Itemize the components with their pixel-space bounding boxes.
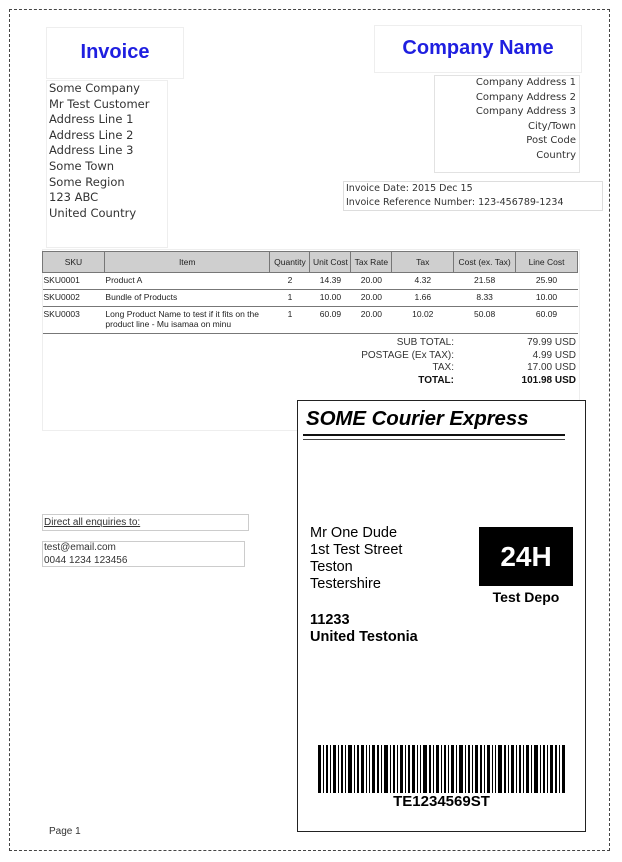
barcode [316, 745, 566, 793]
cell-cost-ex-tax: 21.58 [473, 275, 496, 285]
cell-unit-cost: 10.00 [319, 292, 342, 302]
recipient-line: Mr One Dude [310, 525, 398, 541]
company-address-line: Company Address 1 [475, 77, 576, 88]
invoice-date-value: 2015 Dec 15 [411, 183, 473, 194]
customer-address-line: Some Region [49, 174, 125, 189]
invoice-date [346, 182, 602, 196]
contact-phone: 0044 1234 123456 [44, 554, 128, 566]
cell-sku: SKU0003 [43, 309, 80, 319]
cell-item: Bundle of Products [105, 292, 178, 302]
header-sku: SKU [43, 252, 105, 273]
recipient-line: 1st Test Street [310, 542, 403, 558]
postage-label: POSTAGE (Ex TAX): [361, 349, 454, 361]
tax-label: TAX: [432, 362, 454, 373]
items-table [42, 251, 578, 334]
tracking-number: TE1234569ST [393, 793, 490, 810]
depot-name: Test Depo [492, 589, 560, 605]
courier-rule [303, 434, 565, 436]
cell-tax-rate: 20.00 [360, 309, 383, 319]
company-address-line: Company Address 2 [475, 91, 576, 103]
totals [300, 337, 578, 387]
cell-sku: SKU0002 [43, 292, 80, 302]
company-address-line: Post Code [526, 135, 576, 147]
postage-value: 4.99 USD [532, 349, 576, 361]
recipient-line: Testershire [310, 576, 381, 592]
tax-row [300, 362, 578, 375]
cell-tax: 1.66 [414, 292, 432, 302]
cell-tax: 10.02 [412, 309, 434, 319]
company-address-line: City/Town [527, 120, 576, 132]
total-row [300, 375, 578, 388]
cell-cost-ex-tax: 8.33 [476, 292, 493, 302]
courier-name: SOME Courier Express [306, 407, 529, 430]
customer-address-line: Mr Test Customer [49, 96, 150, 111]
header-cost-ex-tax: Cost (ex. Tax) [454, 252, 516, 273]
total-label: TOTAL: [418, 374, 454, 386]
page-number: Page 1 [49, 826, 81, 837]
service-badge: 24H [479, 527, 573, 586]
cell-cost-ex-tax: 50.08 [473, 309, 496, 319]
header-item: Item [104, 252, 270, 273]
cell-unit-cost: 60.09 [319, 309, 342, 319]
company-address-line: Company Address 3 [475, 106, 576, 118]
cell-tax-rate: 20.00 [360, 292, 383, 302]
customer-address-line: United Country [49, 205, 137, 220]
cell-quantity: 2 [287, 275, 293, 285]
recipient-address [310, 525, 402, 593]
table-row [43, 290, 578, 307]
customer-address-line: Address Line 1 [49, 112, 134, 127]
table-row [43, 273, 578, 290]
tax-value: 17.00 USD [527, 362, 576, 373]
invoice-reference [346, 196, 602, 210]
customer-address-line: Some Town [49, 158, 115, 173]
cell-quantity: 1 [287, 309, 293, 319]
cell-item: Product A [105, 275, 143, 285]
table-header-row [43, 252, 578, 273]
table-row [43, 307, 578, 334]
company-name: Company Name [374, 25, 582, 73]
subtotal-value: 79.99 USD [527, 337, 576, 348]
invoice-title: Invoice [46, 27, 184, 79]
invoice-date-label: Invoice Date: [346, 183, 409, 194]
total-value: 101.98 USD [521, 374, 576, 386]
header-quantity: Quantity [270, 252, 310, 273]
cell-item: Long Product Name to test if it fits on the product line - Mu isamaa on minu [105, 309, 259, 329]
recipient-country: United Testonia [310, 629, 418, 645]
enquiries-label: Direct all enquiries to: [42, 514, 249, 531]
cell-tax: 4.32 [414, 275, 432, 285]
customer-address-line: 123 ABC [49, 190, 99, 205]
header-tax: Tax [392, 252, 454, 273]
enquiries-contact [42, 541, 245, 567]
cell-tax-rate: 20.00 [360, 275, 383, 285]
cell-unit-cost: 14.39 [319, 275, 342, 285]
cell-quantity: 1 [287, 292, 293, 302]
cell-line-cost: 60.09 [535, 309, 558, 319]
subtotal-row [300, 337, 578, 350]
recipient-line: Teston [310, 559, 353, 575]
recipient-postcode-country [310, 612, 418, 646]
invoice-reference-value: 123-456789-1234 [478, 197, 564, 208]
subtotal-label: SUB TOTAL: [396, 337, 454, 348]
courier-rule-thin [303, 439, 565, 440]
customer-address-line: Some Company [49, 81, 140, 95]
shipping-label [297, 400, 586, 832]
cell-sku: SKU0001 [43, 275, 80, 285]
postage-row [300, 350, 578, 363]
header-unit-cost: Unit Cost [310, 252, 351, 273]
recipient-postcode: 11233 [310, 612, 350, 628]
company-address [434, 75, 580, 173]
header-tax-rate: Tax Rate [351, 252, 392, 273]
cell-line-cost: 25.90 [535, 275, 558, 285]
header-line-cost: Line Cost [516, 252, 578, 273]
cell-line-cost: 10.00 [535, 292, 558, 302]
contact-email[interactable]: test@email.com [44, 542, 116, 553]
customer-address [46, 80, 168, 248]
customer-address-line: Address Line 3 [49, 143, 134, 158]
customer-address-line: Address Line 2 [49, 127, 134, 142]
company-address-line: Country [536, 149, 576, 161]
invoice-meta [343, 181, 603, 211]
invoice-reference-label: Invoice Reference Number: [346, 197, 476, 208]
